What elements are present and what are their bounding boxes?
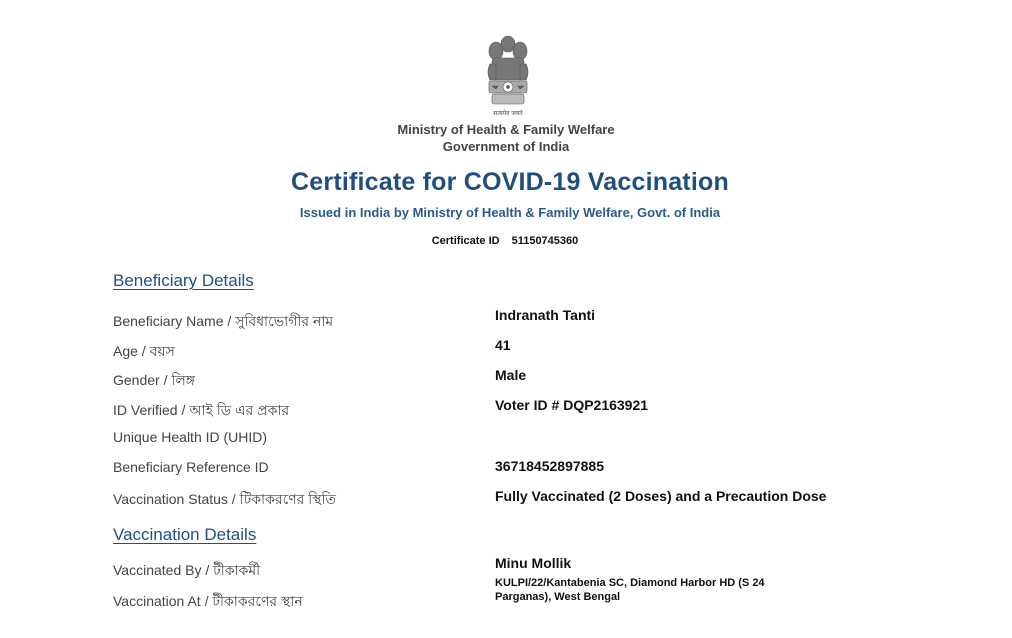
vaccination-status-label: Vaccination Status / টিকাকরণের স্থিতি xyxy=(113,491,337,507)
beneficiary-details-heading: Beneficiary Details xyxy=(113,271,254,290)
vaccination-details-heading: Vaccination Details xyxy=(113,525,257,544)
government-name: Government of India xyxy=(442,139,570,154)
gender-value: Male xyxy=(495,367,527,383)
national-emblem-logo xyxy=(482,34,534,120)
svg-text:सत्यमेव जयते: सत्यमेव जयते xyxy=(493,110,523,117)
certificate-id-label: Certificate ID xyxy=(431,235,500,247)
beneficiary-name-value: Indranath Tanti xyxy=(495,307,596,323)
age-value: 41 xyxy=(495,337,511,353)
gender-label: Gender / লিঙ্গ xyxy=(113,372,196,388)
vaccination-at-value: KULPI/22/Kantabenia SC, Diamond Harbor HD (S 24 Parganas), West Bengal xyxy=(495,577,765,603)
certificate-id xyxy=(0,235,1010,247)
ministry-name: Ministry of Health & Family Welfare xyxy=(397,122,615,137)
reference-id-value: 36718452897885 xyxy=(495,458,605,474)
vaccinated-by-value: Minu Mollik xyxy=(495,555,572,571)
beneficiary-name-label: Beneficiary Name / সুবিধাভোগীর নাম xyxy=(113,313,334,329)
vaccination-at-label: Vaccination At / টীকাকরণের স্থান xyxy=(113,593,303,609)
uhid-label: Unique Health ID (UHID) xyxy=(113,429,268,445)
age-label: Age / বয়স xyxy=(113,343,175,359)
id-verified-value: Voter ID # DQP2163921 xyxy=(495,397,649,413)
id-verified-label: ID Verified / আই ডি এর প্রকার xyxy=(113,402,290,418)
vaccination-status-value: Fully Vaccinated (2 Doses) and a Precaution Dose xyxy=(495,488,827,504)
certificate-title: Certificate for COVID-19 Vaccination xyxy=(291,168,729,196)
reference-id-label: Beneficiary Reference ID xyxy=(113,459,269,475)
vaccinated-by-label: Vaccinated By / টীকাকর্মী xyxy=(113,562,261,578)
certificate-id-value: 51150745360 xyxy=(511,235,579,247)
certificate-subtitle: Issued in India by Ministry of Health & Family Welfare, Govt. of India xyxy=(299,205,721,220)
